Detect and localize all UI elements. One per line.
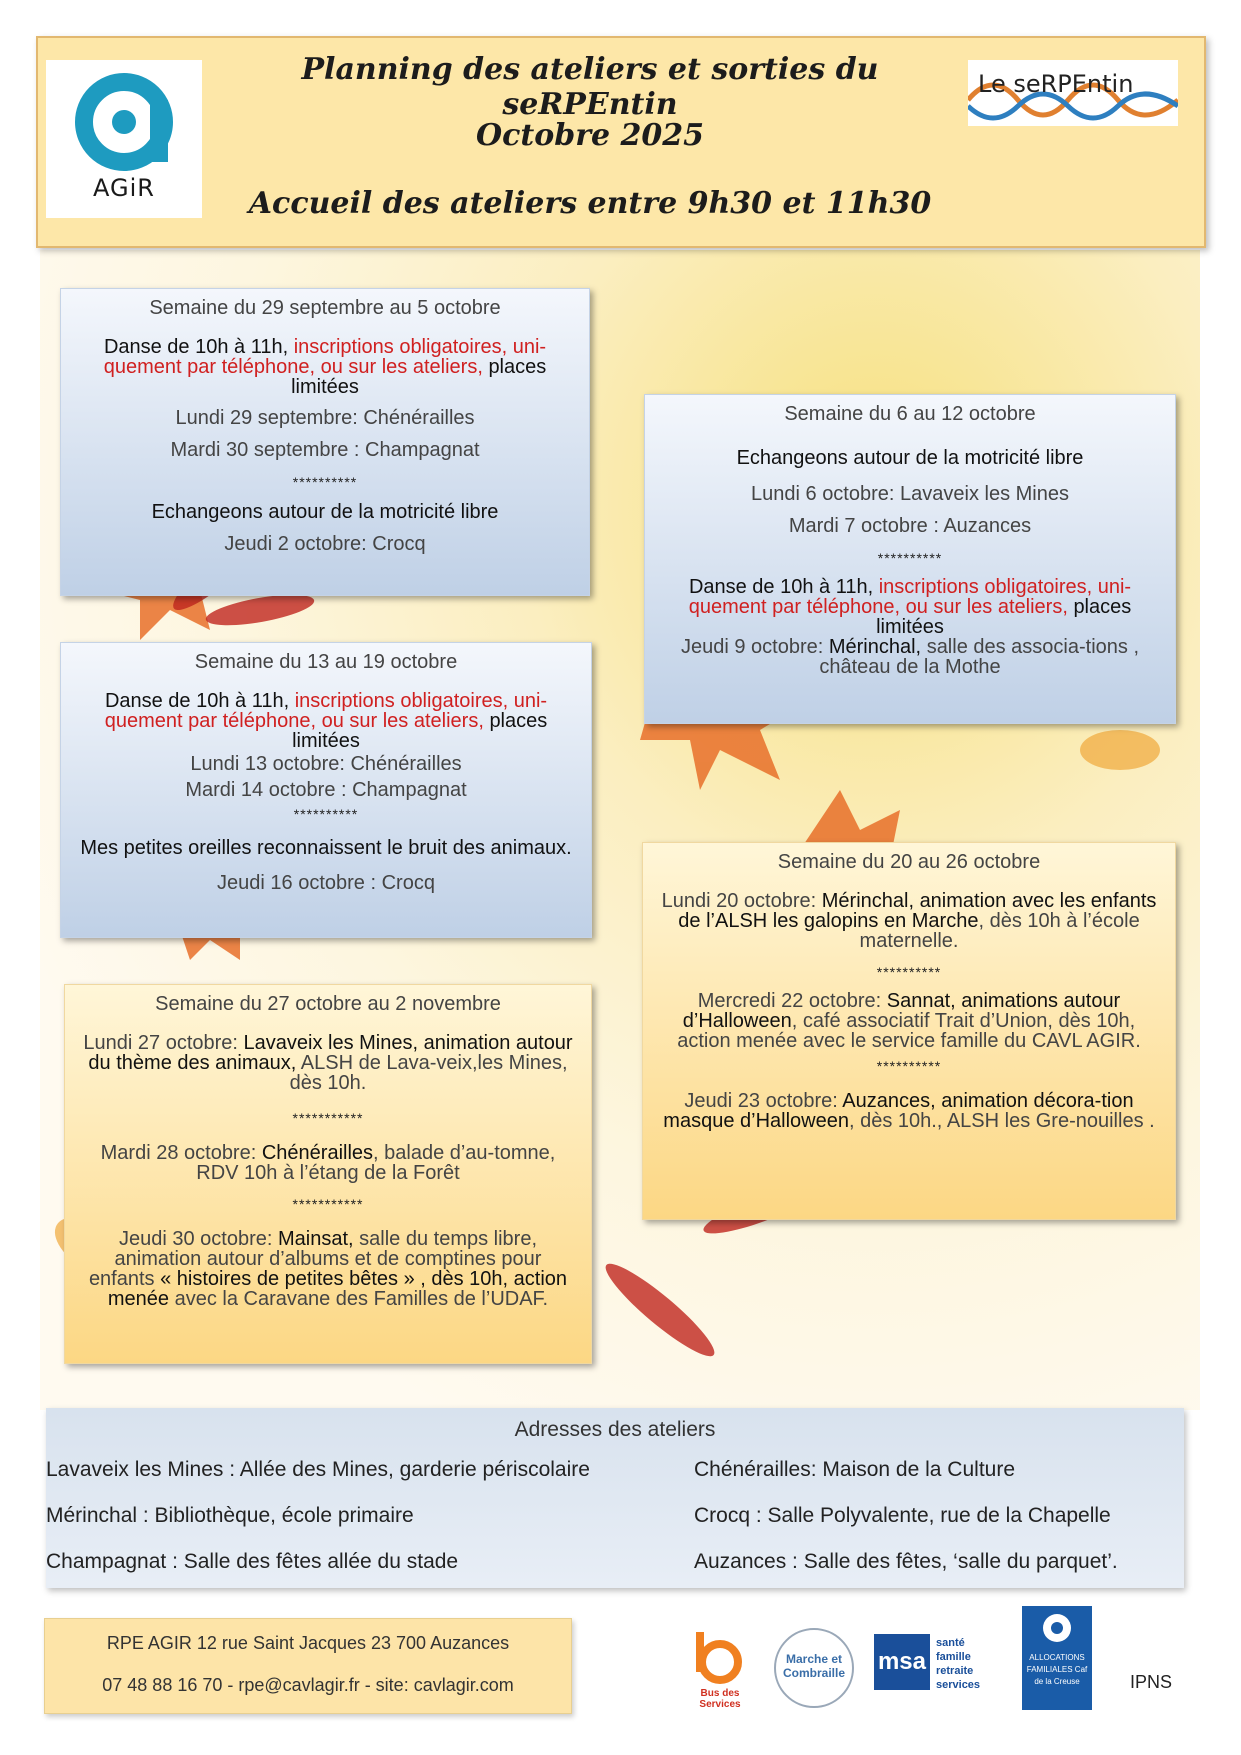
week-title: Semaine du 29 septembre au 5 octobre bbox=[149, 297, 501, 319]
agir-logo bbox=[46, 60, 202, 218]
danse-places: places limitées bbox=[291, 356, 547, 398]
bus-b-icon bbox=[680, 1628, 760, 1688]
week-card-1 bbox=[60, 288, 590, 596]
session-line: Jeudi 16 octobre : Crocq bbox=[217, 872, 435, 894]
separator-stars: ********** bbox=[293, 806, 359, 822]
session-line: Mardi 7 octobre : Auzances bbox=[788, 515, 1032, 537]
contact-phone-email: 07 48 88 16 70 - rpe@cavlagir.fr - site: cavlagir.com bbox=[102, 1675, 514, 1695]
marche-logo-text: Marche et Combraille bbox=[782, 1652, 845, 1680]
session-place: Sannat, animations autour d’Halloween bbox=[682, 990, 1121, 1032]
session-day: Mardi 28 octobre: bbox=[100, 1142, 257, 1164]
caf-family-icon bbox=[1022, 1606, 1092, 1650]
page-month: Octobre 2025 bbox=[475, 118, 705, 153]
danse-time: Danse de 10h à 11h, bbox=[103, 336, 289, 358]
bus-logo-text: Bus des Services bbox=[699, 1688, 741, 1710]
session-place: Lavaveix les Mines, animation autour du thème des animaux, bbox=[88, 1032, 573, 1074]
danse-time: Danse de 10h à 11h, bbox=[104, 690, 290, 712]
page-accueil: Accueil des ateliers entre 9h30 et 11h30 bbox=[248, 186, 932, 221]
session-theme: Echangeons autour de la motricité libre bbox=[736, 447, 1084, 469]
week-title: Semaine du 13 au 19 octobre bbox=[194, 651, 458, 673]
danse-places: places limitées bbox=[292, 710, 548, 752]
session-detail: avec la Caravane des Familles de l’UDAF. bbox=[174, 1288, 549, 1310]
contact-box bbox=[44, 1618, 572, 1714]
session-place: Mérinchal, animation avec les enfants de l’ALSH les galopins en Marche bbox=[678, 890, 1157, 932]
danse-inscriptions: inscriptions obligatoires, uni-quement par téléphone, ou sur les ateliers, bbox=[103, 336, 547, 378]
msa-logo bbox=[874, 1634, 1000, 1704]
separator-stars: ********** bbox=[877, 550, 943, 566]
session-line: Mardi 30 septembre : Champagnat bbox=[170, 439, 480, 461]
addresses-title: Adresses des ateliers bbox=[514, 1418, 716, 1441]
separator-stars: ********** bbox=[876, 964, 942, 980]
session-place: Mainsat, bbox=[277, 1228, 354, 1250]
session-detail: salle du temps libre, animation autour d’albums et de comptines pour enfants bbox=[88, 1228, 542, 1290]
session-detail: , café associatif Trait d’Union, dès 10h, action menée avec le service famille du CAVL AGIR. bbox=[677, 1010, 1141, 1052]
session-day: Jeudi 30 octobre: bbox=[118, 1228, 273, 1250]
session-detail: , balade d’au-tomne, RDV 10h à l’étang de la Forêt bbox=[196, 1142, 556, 1184]
session-day: Jeudi 23 octobre: bbox=[684, 1090, 838, 1112]
week-card-5 bbox=[64, 984, 592, 1364]
msa-logo-text: santé famille retraite services bbox=[936, 1637, 981, 1691]
contact-address: RPE AGIR 12 rue Saint Jacques 23 700 Auzances bbox=[106, 1633, 510, 1653]
session-day: Mercredi 22 octobre: bbox=[697, 990, 882, 1012]
session-day: Lundi 27 octobre: bbox=[83, 1032, 238, 1054]
danse-time: Danse de 10h à 11h, bbox=[688, 576, 874, 598]
session-detail: salle des associa-tions , château de la Mothe bbox=[819, 636, 1140, 678]
session-place: Auzances, animation décora-tion masque d’Halloween bbox=[663, 1090, 1134, 1132]
week-card-3 bbox=[60, 642, 592, 938]
agir-logo-text: AGiR bbox=[93, 174, 155, 202]
address-champagnat: Champagnat : Salle des fêtes allée du stade bbox=[46, 1550, 459, 1573]
session-place: Chénérailles bbox=[261, 1142, 374, 1164]
session-detail: ALSH de Lava-veix,les Mines, dès 10h. bbox=[289, 1052, 568, 1094]
ipns-label: IPNS bbox=[1130, 1672, 1173, 1692]
address-lavaveix: Lavaveix les Mines : Allée des Mines, garderie périscolaire bbox=[46, 1458, 590, 1481]
caf-logo-text: ALLOCATIONS FAMILIALES Caf de la Creuse bbox=[1026, 1653, 1088, 1686]
session-theme: Echangeons autour de la motricité libre bbox=[151, 501, 499, 523]
session-line: Lundi 29 septembre: Chénérailles bbox=[175, 407, 475, 429]
address-crocq: Crocq : Salle Polyvalente, rue de la Chapelle bbox=[694, 1504, 1111, 1527]
msa-mark-icon: msa bbox=[874, 1634, 930, 1690]
danse-places: places limitées bbox=[876, 596, 1132, 638]
marche-combraille-logo bbox=[774, 1628, 854, 1708]
week-card-2 bbox=[644, 394, 1176, 724]
bus-des-services-logo bbox=[680, 1628, 760, 1708]
address-merinchal: Mérinchal : Bibliothèque, école primaire bbox=[46, 1504, 414, 1527]
week-card-4 bbox=[642, 842, 1176, 1220]
addresses-panel bbox=[46, 1408, 1184, 1588]
separator-stars: ********** bbox=[292, 474, 358, 490]
session-highlight: « histoires de petites bêtes » , dès 10h, action menée bbox=[107, 1268, 568, 1310]
session-line: Jeudi 2 octobre: Crocq bbox=[224, 533, 426, 555]
week-title: Semaine du 20 au 26 octobre bbox=[777, 851, 1041, 873]
session-detail: , dès 10h., ALSH les Gre-nouilles . bbox=[848, 1110, 1155, 1132]
session-line: Lundi 13 octobre: Chénérailles bbox=[190, 753, 462, 775]
danse-inscriptions: inscriptions obligatoires, uni-quement par téléphone, ou sur les ateliers, bbox=[688, 576, 1132, 618]
address-auzances: Auzances : Salle des fêtes, ‘salle du parquet’. bbox=[694, 1550, 1118, 1573]
serpentin-logo-text: Le seRPEntin bbox=[978, 70, 1134, 98]
caf-logo bbox=[1022, 1606, 1092, 1710]
address-chenerailles: Chénérailles: Maison de la Culture bbox=[694, 1458, 1015, 1481]
separator-stars: ********** bbox=[876, 1058, 942, 1074]
week-title: Semaine du 6 au 12 octobre bbox=[784, 403, 1036, 425]
danse-inscriptions: inscriptions obligatoires, uni-quement par téléphone, ou sur les ateliers, bbox=[104, 690, 548, 732]
week-title: Semaine du 27 octobre au 2 novembre bbox=[155, 993, 501, 1015]
session-line: Mardi 14 octobre : Champagnat bbox=[185, 779, 467, 801]
separator-stars: *********** bbox=[292, 1110, 364, 1126]
serpentin-logo bbox=[968, 60, 1178, 126]
session-line: Lundi 6 octobre: Lavaveix les Mines bbox=[751, 483, 1069, 505]
separator-stars: *********** bbox=[292, 1196, 364, 1212]
page-title: Planning des ateliers et sorties du seRPEntin bbox=[301, 52, 879, 122]
session-day: Lundi 20 octobre: bbox=[661, 890, 817, 912]
session-place: Mérinchal, bbox=[828, 636, 922, 658]
session-theme: Mes petites oreilles reconnaissent le bruit des animaux. bbox=[80, 837, 572, 859]
session-day: Jeudi 9 octobre: bbox=[680, 636, 824, 658]
session-detail: , dès 10h à l’école maternelle. bbox=[859, 910, 1140, 952]
